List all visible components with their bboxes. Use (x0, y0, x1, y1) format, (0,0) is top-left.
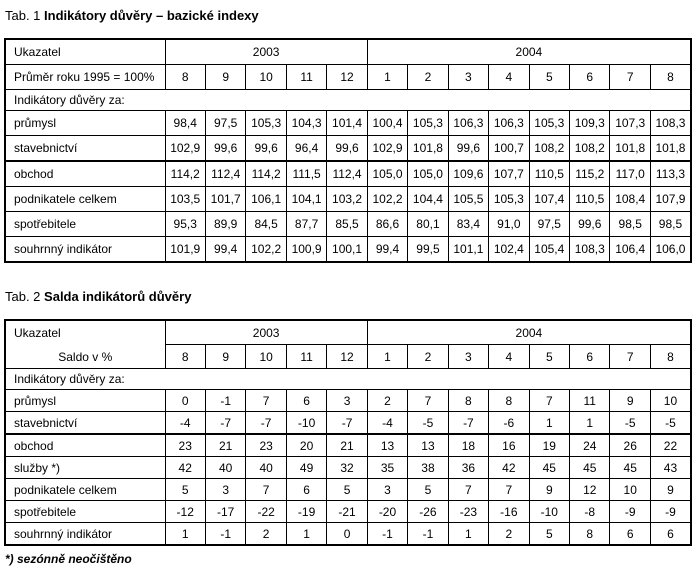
value-cell: 115,2 (570, 161, 610, 187)
value-cell: 8 (448, 390, 488, 412)
table-row (5, 501, 691, 523)
value-cell: 117,0 (610, 161, 650, 187)
month-header-cell: 6 (570, 345, 610, 369)
value-cell: 43 (650, 457, 691, 479)
value-cell: -5 (650, 412, 691, 435)
value-cell: 16 (489, 434, 529, 457)
table2-section-row (5, 369, 691, 390)
value-cell: 42 (165, 457, 205, 479)
value-cell: -7 (448, 412, 488, 435)
value-cell: 7 (246, 390, 286, 412)
value-cell: 99,6 (570, 212, 610, 237)
value-cell: -16 (489, 501, 529, 523)
value-cell: 38 (408, 457, 448, 479)
value-cell: 101,1 (448, 237, 488, 263)
row-label: spotřebitele (5, 501, 165, 523)
value-cell: 109,6 (448, 161, 488, 187)
value-cell: -7 (327, 412, 367, 435)
month-header-cell: 3 (448, 65, 488, 90)
table2-salda-indikatoru (4, 319, 692, 546)
value-cell: 100,7 (489, 136, 529, 162)
value-cell: 8 (489, 390, 529, 412)
value-cell: 98,5 (650, 212, 691, 237)
table2-col-header: Ukazatel (14, 326, 61, 340)
value-cell: 2 (367, 390, 407, 412)
month-header-cell: 1 (367, 65, 407, 90)
value-cell: 1 (286, 523, 326, 546)
value-cell: 13 (367, 434, 407, 457)
value-cell: 20 (286, 434, 326, 457)
value-cell: 6 (650, 523, 691, 546)
month-header-cell: 4 (489, 345, 529, 369)
month-header-cell: 7 (610, 65, 650, 90)
value-cell: 13 (408, 434, 448, 457)
table-row (5, 434, 691, 457)
value-cell: 0 (165, 390, 205, 412)
value-cell: 102,9 (367, 136, 407, 162)
month-header-cell: 5 (529, 65, 569, 90)
value-cell: 45 (570, 457, 610, 479)
table1-section-row (5, 90, 691, 111)
value-cell: 86,6 (367, 212, 407, 237)
value-cell: -4 (165, 412, 205, 435)
row-label: obchod (5, 161, 165, 187)
value-cell: 106,1 (246, 187, 286, 212)
value-cell: 6 (610, 523, 650, 546)
value-cell: 49 (286, 457, 326, 479)
value-cell: 106,4 (610, 237, 650, 263)
table2-header-row (5, 320, 691, 345)
value-cell: 107,7 (489, 161, 529, 187)
value-cell: 105,3 (408, 111, 448, 136)
table1-col-header: Ukazatel (5, 39, 165, 65)
value-cell: -12 (165, 501, 205, 523)
value-cell: 105,4 (529, 237, 569, 263)
month-header-cell: 11 (286, 345, 326, 369)
value-cell: 105,0 (408, 161, 448, 187)
value-cell: 32 (327, 457, 367, 479)
value-cell: -1 (408, 523, 448, 546)
value-cell: -9 (610, 501, 650, 523)
value-cell: 7 (246, 479, 286, 501)
value-cell: 91,0 (489, 212, 529, 237)
value-cell: 100,9 (286, 237, 326, 263)
month-header-cell: 9 (205, 345, 245, 369)
value-cell: -5 (408, 412, 448, 435)
table2-year-2004-header: 2004 (367, 320, 691, 345)
value-cell: -20 (367, 501, 407, 523)
value-cell: 99,6 (205, 136, 245, 162)
value-cell: 103,2 (327, 187, 367, 212)
value-cell: 5 (327, 479, 367, 501)
value-cell: 104,4 (408, 187, 448, 212)
value-cell: 114,2 (165, 161, 205, 187)
value-cell: 103,5 (165, 187, 205, 212)
value-cell: 104,1 (286, 187, 326, 212)
month-header-cell: 2 (408, 345, 448, 369)
value-cell: -10 (286, 412, 326, 435)
value-cell: -23 (448, 501, 488, 523)
month-header-cell: 11 (286, 65, 326, 90)
table-row (5, 212, 691, 237)
value-cell: 95,3 (165, 212, 205, 237)
month-header-cell: 5 (529, 345, 569, 369)
value-cell: 105,3 (529, 111, 569, 136)
value-cell: 105,5 (448, 187, 488, 212)
row-label: služby *) (5, 457, 165, 479)
value-cell: 112,4 (205, 161, 245, 187)
value-cell: 107,4 (529, 187, 569, 212)
value-cell: 83,4 (448, 212, 488, 237)
value-cell: 105,3 (246, 111, 286, 136)
value-cell: 104,3 (286, 111, 326, 136)
table1-title-text: Indikátory důvěry – bazické indexy (44, 8, 259, 23)
row-label: obchod (5, 434, 165, 457)
month-header-cell: 8 (650, 65, 691, 90)
value-cell: -17 (205, 501, 245, 523)
value-cell: 105,3 (489, 187, 529, 212)
value-cell: 96,4 (286, 136, 326, 162)
row-label: průmysl (5, 111, 165, 136)
month-header-cell: 3 (448, 345, 488, 369)
value-cell: 3 (205, 479, 245, 501)
value-cell: 108,3 (570, 237, 610, 263)
value-cell: 23 (165, 434, 205, 457)
value-cell: 7 (408, 390, 448, 412)
value-cell: 100,4 (367, 111, 407, 136)
value-cell: 111,5 (286, 161, 326, 187)
value-cell: 110,5 (529, 161, 569, 187)
row-label: stavebnictví (5, 412, 165, 435)
value-cell: 45 (610, 457, 650, 479)
row-label: podnikatele celkem (5, 187, 165, 212)
value-cell: -8 (570, 501, 610, 523)
value-cell: 109,3 (570, 111, 610, 136)
value-cell: -5 (610, 412, 650, 435)
table-row (5, 136, 691, 162)
value-cell: 9 (650, 479, 691, 501)
month-header-cell: 2 (408, 65, 448, 90)
table-row (5, 187, 691, 212)
month-header-cell: 10 (246, 65, 286, 90)
value-cell: 1 (448, 523, 488, 546)
value-cell: 3 (367, 479, 407, 501)
value-cell: -4 (367, 412, 407, 435)
table-row (5, 479, 691, 501)
value-cell: 107,9 (650, 187, 691, 212)
value-cell: 1 (165, 523, 205, 546)
value-cell: 1 (529, 412, 569, 435)
value-cell: -26 (408, 501, 448, 523)
value-cell: 101,4 (327, 111, 367, 136)
value-cell: 45 (529, 457, 569, 479)
table1-months-row (5, 65, 691, 90)
table-row (5, 161, 691, 187)
value-cell: 101,9 (165, 237, 205, 263)
value-cell: 98,4 (165, 111, 205, 136)
value-cell: 21 (327, 434, 367, 457)
value-cell: 101,7 (205, 187, 245, 212)
value-cell: 5 (529, 523, 569, 546)
value-cell: 110,5 (570, 187, 610, 212)
value-cell: 108,3 (650, 111, 691, 136)
value-cell: 36 (448, 457, 488, 479)
value-cell: 99,6 (246, 136, 286, 162)
value-cell: -7 (246, 412, 286, 435)
table2-sub-header: Saldo v % (58, 350, 113, 364)
value-cell: -1 (205, 390, 245, 412)
row-label: spotřebitele (5, 212, 165, 237)
month-header-cell: 6 (570, 65, 610, 90)
table-row (5, 237, 691, 263)
table1-title-prefix: Tab. 1 (5, 8, 41, 23)
value-cell: 5 (165, 479, 205, 501)
value-cell: 105,0 (367, 161, 407, 187)
month-header-cell: 9 (205, 65, 245, 90)
value-cell: -7 (205, 412, 245, 435)
table-row (5, 457, 691, 479)
value-cell: 21 (205, 434, 245, 457)
value-cell: 102,9 (165, 136, 205, 162)
value-cell: 3 (327, 390, 367, 412)
value-cell: 108,2 (570, 136, 610, 162)
value-cell: 1 (570, 412, 610, 435)
value-cell: 2 (489, 523, 529, 546)
footnote: *) sezónně neočištěno (5, 552, 132, 566)
value-cell: 101,8 (650, 136, 691, 162)
table2-year-2003-header: 2003 (165, 320, 367, 345)
value-cell: -21 (327, 501, 367, 523)
value-cell: -9 (650, 501, 691, 523)
month-header-cell: 8 (165, 345, 205, 369)
value-cell: 102,2 (367, 187, 407, 212)
table1-header-row (5, 39, 691, 65)
value-cell: 113,3 (650, 161, 691, 187)
value-cell: 100,1 (327, 237, 367, 263)
month-header-cell: 10 (246, 345, 286, 369)
value-cell: 106,3 (448, 111, 488, 136)
value-cell: 26 (610, 434, 650, 457)
value-cell: 102,4 (489, 237, 529, 263)
month-header-cell: 7 (610, 345, 650, 369)
value-cell: 85,5 (327, 212, 367, 237)
value-cell: 84,5 (246, 212, 286, 237)
month-header-cell: 12 (327, 65, 367, 90)
value-cell: 2 (246, 523, 286, 546)
table-row (5, 390, 691, 412)
value-cell: 12 (570, 479, 610, 501)
value-cell: -10 (529, 501, 569, 523)
row-label: podnikatele celkem (5, 479, 165, 501)
table2-title-prefix: Tab. 2 (5, 289, 41, 304)
value-cell: 9 (610, 390, 650, 412)
value-cell: 99,4 (367, 237, 407, 263)
value-cell: 18 (448, 434, 488, 457)
row-label: souhrnný indikátor (5, 523, 165, 546)
month-header-cell: 1 (367, 345, 407, 369)
value-cell: 35 (367, 457, 407, 479)
value-cell: 7 (489, 479, 529, 501)
month-header-cell: 8 (650, 345, 691, 369)
table1-section-label: Indikátory důvěry za: (5, 90, 691, 111)
table-row (5, 523, 691, 546)
value-cell: -1 (205, 523, 245, 546)
value-cell: 0 (327, 523, 367, 546)
value-cell: 98,5 (610, 212, 650, 237)
value-cell: 5 (408, 479, 448, 501)
value-cell: 24 (570, 434, 610, 457)
value-cell: 99,6 (448, 136, 488, 162)
value-cell: 97,5 (205, 111, 245, 136)
value-cell: 101,8 (408, 136, 448, 162)
table2-col-header-cell (5, 320, 165, 369)
table1-sub-header: Průměr roku 1995 = 100% (5, 65, 165, 90)
table1-year-2003-header: 2003 (165, 39, 367, 65)
value-cell: 6 (286, 479, 326, 501)
value-cell: 40 (205, 457, 245, 479)
table2-section-label: Indikátory důvěry za: (5, 369, 691, 390)
value-cell: 99,6 (327, 136, 367, 162)
value-cell: 6 (286, 390, 326, 412)
value-cell: 42 (489, 457, 529, 479)
table1-title (5, 8, 692, 24)
value-cell: 7 (448, 479, 488, 501)
value-cell: 99,4 (205, 237, 245, 263)
table2-title-text: Salda indikátorů důvěry (44, 289, 192, 304)
value-cell: -19 (286, 501, 326, 523)
month-header-cell: 4 (489, 65, 529, 90)
table-row (5, 412, 691, 435)
value-cell: 11 (570, 390, 610, 412)
row-label: průmysl (5, 390, 165, 412)
row-label: souhrnný indikátor (5, 237, 165, 263)
value-cell: 114,2 (246, 161, 286, 187)
value-cell: 10 (650, 390, 691, 412)
value-cell: 23 (246, 434, 286, 457)
value-cell: 112,4 (327, 161, 367, 187)
value-cell: 107,3 (610, 111, 650, 136)
value-cell: 40 (246, 457, 286, 479)
value-cell: 19 (529, 434, 569, 457)
value-cell: 97,5 (529, 212, 569, 237)
value-cell: -6 (489, 412, 529, 435)
value-cell: 80,1 (408, 212, 448, 237)
value-cell: -22 (246, 501, 286, 523)
value-cell: 89,9 (205, 212, 245, 237)
value-cell: 106,0 (650, 237, 691, 263)
value-cell: 108,2 (529, 136, 569, 162)
table1-bazicke-indexy (4, 38, 692, 263)
value-cell: 9 (529, 479, 569, 501)
value-cell: 106,3 (489, 111, 529, 136)
value-cell: 102,2 (246, 237, 286, 263)
value-cell: 108,4 (610, 187, 650, 212)
value-cell: 99,5 (408, 237, 448, 263)
month-header-cell: 12 (327, 345, 367, 369)
value-cell: -1 (367, 523, 407, 546)
table-row (5, 111, 691, 136)
value-cell: 8 (570, 523, 610, 546)
value-cell: 87,7 (286, 212, 326, 237)
value-cell: 101,8 (610, 136, 650, 162)
value-cell: 22 (650, 434, 691, 457)
row-label: stavebnictví (5, 136, 165, 162)
table1-year-2004-header: 2004 (367, 39, 691, 65)
month-header-cell: 8 (165, 65, 205, 90)
table2-title (5, 289, 692, 305)
value-cell: 10 (610, 479, 650, 501)
value-cell: 7 (529, 390, 569, 412)
